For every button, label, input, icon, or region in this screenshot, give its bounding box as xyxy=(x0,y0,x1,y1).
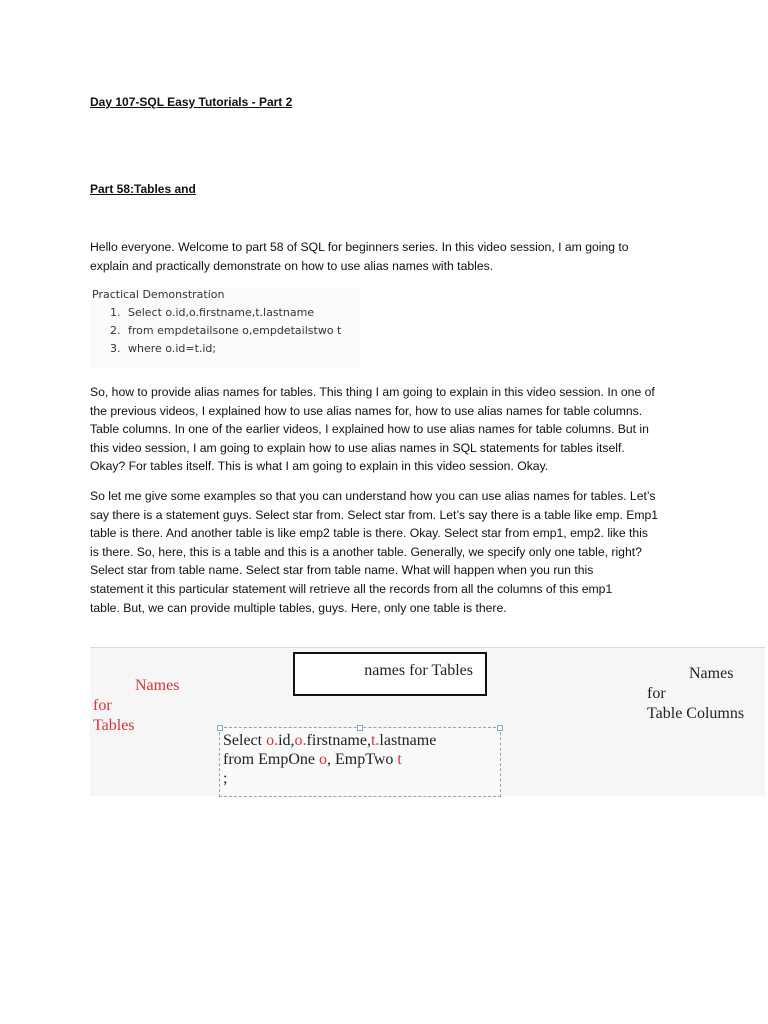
list-item: 1. Select o.id,o.firstname,t.lastname xyxy=(110,306,315,319)
list-item: 3. where o.id=t.id; xyxy=(110,342,217,355)
section-heading: Part 58:Tables and xyxy=(90,182,196,196)
intro-line: explain and practically demonstrate on how to use alias names with tables. xyxy=(90,258,494,273)
intro-line: Hello everyone. Welcome to part 58 of SQL for beginners series. In this video session, I am going to xyxy=(90,240,629,254)
paragraph-line: say there is a statement guys. Select star from. Select star from. Let’s say there is a table like emp. Emp1 xyxy=(90,507,659,522)
code-line-2: from EmpOne o, EmpTwo t xyxy=(223,751,402,768)
list-item: 2. from empdetailsone o,empdetailstwo t xyxy=(110,324,342,337)
paragraph-line: table. But, we can provide multiple tables, guys. Here, only one table is there. xyxy=(90,600,507,615)
paragraph-line: statement it this particular statement will retrieve all the records from all the columns of this emp1 xyxy=(90,581,613,596)
code-line-1: Select o.id,o.firstname,t.lastname xyxy=(223,732,437,749)
names-for-columns-label: Names for Table Columns xyxy=(647,665,745,722)
document-title: Day 107-SQL Easy Tutorials - Part 2 xyxy=(90,95,293,109)
paragraph-line: Table columns. In one of the earlier videos, I explained how to use alias names for table columns. But in xyxy=(90,422,649,437)
paragraph-line: Select star from table name. Select star from table name. What will happen when you run this xyxy=(90,563,594,578)
resize-handle xyxy=(497,725,503,731)
practical-demo-title: Practical Demonstration xyxy=(92,288,225,301)
names-for-tables-label: Names for Tables xyxy=(93,677,180,734)
alias-diagram-image xyxy=(90,647,765,796)
code-line-3: ; xyxy=(223,770,228,787)
paragraph-line: is there. So, here, this is a table and this is a another table. Generally, we specify only one table, right? xyxy=(90,544,642,559)
resize-handle xyxy=(357,725,363,731)
paragraph-line: So let me give some examples so that you can understand how you can use alias names for tables. Let’s xyxy=(90,489,656,503)
paragraph-line: So, how to provide alias names for tables. This thing I am going to explain in this video session. In one of xyxy=(90,385,655,399)
paragraph-line: Okay? For tables itself. This is what I am going to explain in this video session. Okay. xyxy=(90,459,549,474)
body-paragraph-2 xyxy=(90,487,690,617)
sql-code-box xyxy=(219,727,501,797)
paragraph-line: table is there. And another table is like emp2 table is there. Okay. Select star from emp1, emp2. like this xyxy=(90,526,648,541)
resize-handle xyxy=(217,725,223,731)
paragraph-line: the previous videos, I explained how to use alias names for, how to use alias names for table columns. xyxy=(90,403,643,418)
body-paragraph-1 xyxy=(90,383,690,476)
intro-paragraph xyxy=(90,238,690,275)
paragraph-line: this video session, I am going to explain how to use alias names in SQL statements for tables itself. xyxy=(90,440,625,455)
practical-demonstration-image xyxy=(90,287,360,369)
practical-demo-list xyxy=(90,306,341,360)
names-for-tables-box: names for Tables xyxy=(293,652,487,696)
